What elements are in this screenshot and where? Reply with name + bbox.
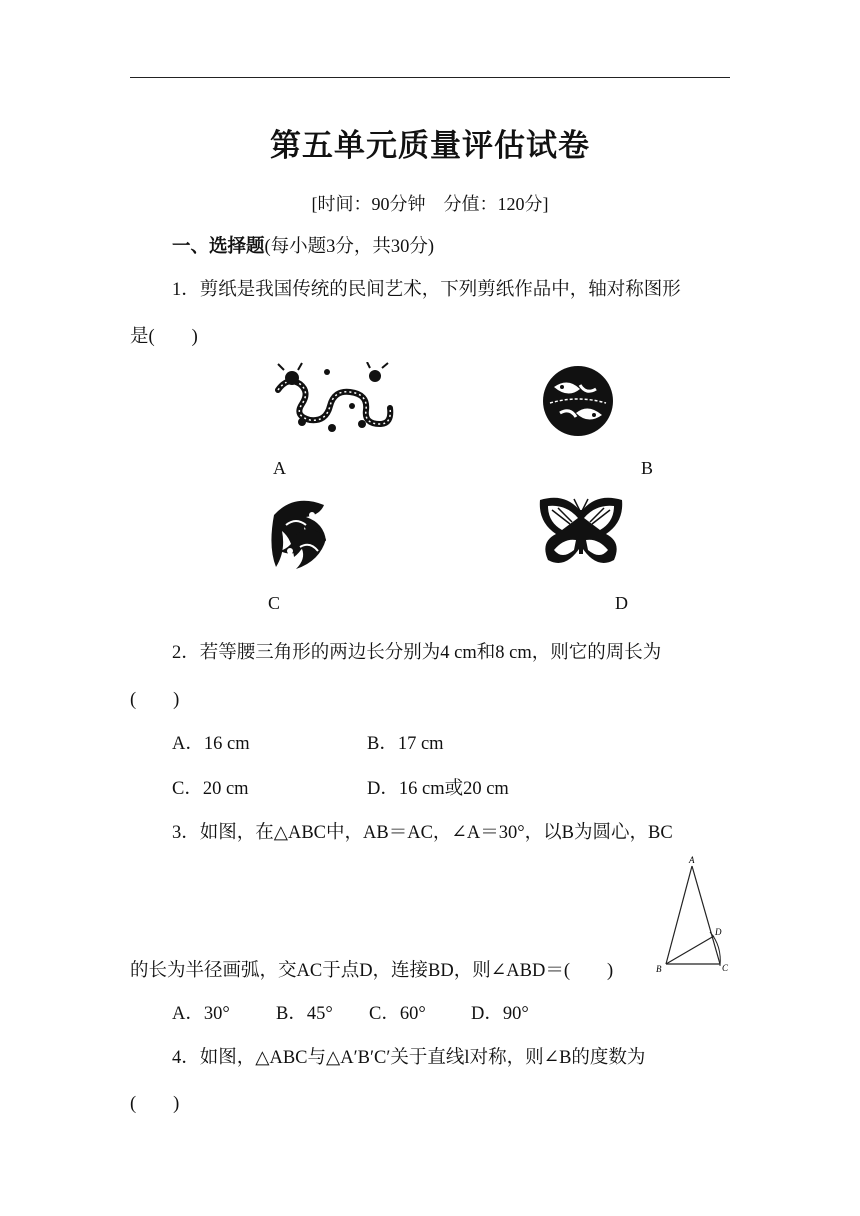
figure-label-d: D <box>715 927 722 937</box>
butterfly-papercut-image <box>536 494 626 574</box>
q1-option-b-label: B <box>641 458 654 478</box>
page-title: 第五单元质量评估试卷 <box>270 128 590 163</box>
header-rule <box>130 77 730 78</box>
figure-label-b: B <box>656 964 662 974</box>
section-heading <box>172 232 434 258</box>
q3-text-line2: 的长为半径画弧，交AC于点D，连接BD，则∠ABD＝( ) <box>130 961 614 981</box>
q2-option-a: A．16 cm <box>172 734 250 754</box>
q2-option-d: D．16 cm或20 cm <box>367 779 509 799</box>
exam-meta: [时间：90分钟 分值：120分] <box>311 194 549 214</box>
q2-option-b: B．17 cm <box>367 734 444 754</box>
q3-option-c: C．60° <box>369 1004 426 1024</box>
dragon-papercut-image <box>272 362 394 436</box>
circular-fish-papercut-image <box>540 363 616 439</box>
q3-option-d: D．90° <box>471 1004 529 1024</box>
figure-label-a: A <box>689 855 695 865</box>
section-note: (每小题3分，共30分) <box>264 237 435 257</box>
q3-text-line1: 3．如图，在△ABC中，AB＝AC，∠A＝30°，以B为圆心，BC <box>172 823 673 843</box>
q1-text-line2: 是( ) <box>130 327 198 347</box>
q1-option-d-label: D <box>615 593 628 613</box>
q3-option-a: A．30° <box>172 1004 230 1024</box>
section-title: 一、选择题 <box>172 237 265 257</box>
q2-option-c: C．20 cm <box>172 779 249 799</box>
q4-text-line1: 4．如图，△ABC与△A′B′C′关于直线l对称，则∠B的度数为 <box>172 1048 646 1068</box>
q2-text-line2: ( ) <box>130 690 180 710</box>
q1-text-line1: 1．剪纸是我国传统的民间艺术，下列剪纸作品中，轴对称图形 <box>172 280 681 300</box>
q3-option-b: B．45° <box>276 1004 333 1024</box>
q2-text-line1: 2．若等腰三角形的两边长分别为4 cm和8 cm，则它的周长为 <box>172 643 662 663</box>
swirl-papercut-image <box>266 495 336 573</box>
triangle-abc-figure <box>652 852 734 978</box>
figure-label-c: C <box>722 963 729 973</box>
q1-option-c-label: C <box>268 593 281 613</box>
q1-option-a-label: A <box>273 458 286 478</box>
q4-text-line2: ( ) <box>130 1094 180 1114</box>
